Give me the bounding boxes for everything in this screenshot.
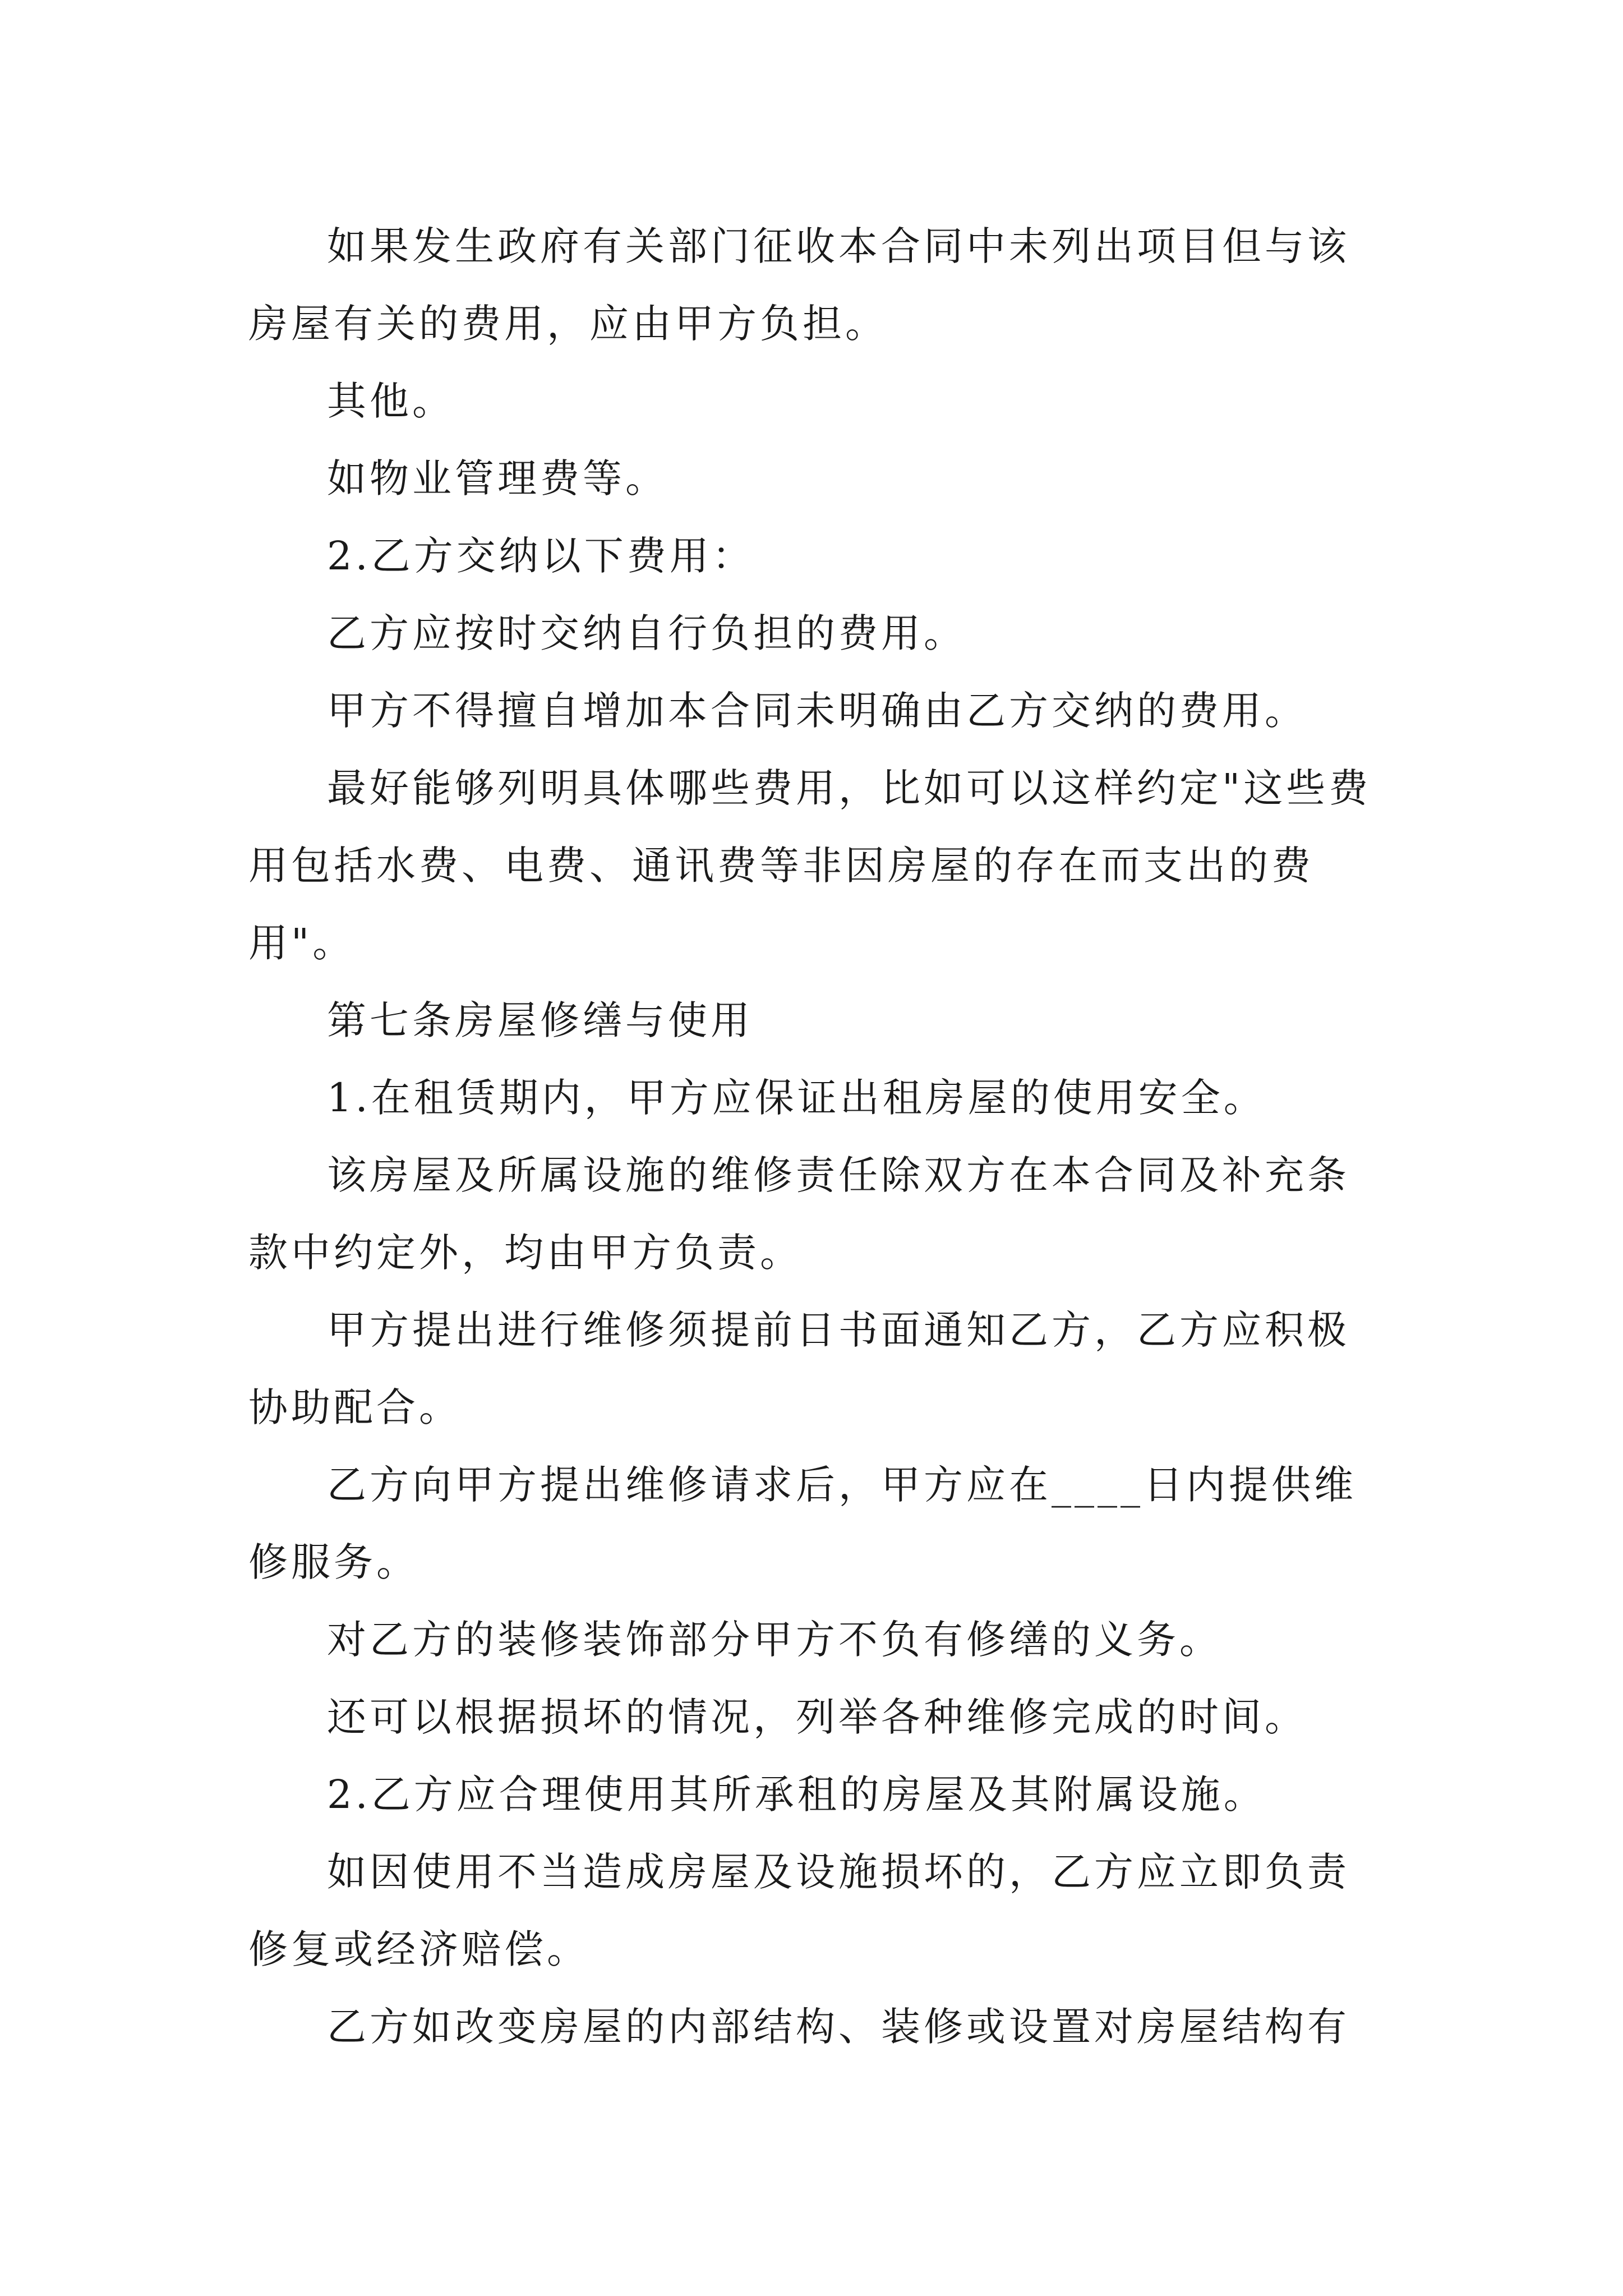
paragraph: 如物业管理费等。 <box>327 455 668 501</box>
paragraph: 2.乙方应合理使用其所承租的房屋及其附属设施。 <box>327 1772 1266 1818</box>
paragraph: 其他。 <box>327 378 455 424</box>
paragraph: 甲方提出进行维修须提前日书面通知乙方，乙方应积极协助配合。 <box>248 1307 1350 1430</box>
paragraph: 对乙方的装修装饰部分甲方不负有修缮的义务。 <box>327 1617 1222 1663</box>
document-body <box>248 208 1377 2065</box>
paragraph: 该房屋及所属设施的维修责任除双方在本合同及补充条款中约定外，均由甲方负责。 <box>248 1152 1350 1276</box>
paragraph: 如果发生政府有关部门征收本合同中未列出项目但与该房屋有关的费用，应由甲方负担。 <box>248 223 1350 347</box>
paragraph: 最好能够列明具体哪些费用，比如可以这样约定"这些费用包括水费、电费、通讯费等非因房屋的存在而支出的费用"。 <box>248 765 1372 966</box>
paragraph: 如因使用不当造成房屋及设施损坏的，乙方应立即负责修复或经济赔偿。 <box>248 1849 1350 1972</box>
paragraph: 乙方如改变房屋的内部结构、装修或设置对房屋结构有 <box>327 2004 1350 2050</box>
paragraph: 1.在租赁期内，甲方应保证出租房屋的使用安全。 <box>327 1075 1266 1121</box>
paragraph: 还可以根据损坏的情况，列举各种维修完成的时间。 <box>327 1694 1307 1740</box>
paragraph: 甲方不得擅自增加本合同未明确由乙方交纳的费用。 <box>327 688 1307 734</box>
paragraph: 2.乙方交纳以下费用： <box>327 533 755 579</box>
section-heading: 第七条房屋修缮与使用 <box>327 997 753 1043</box>
paragraph: 乙方向甲方提出维修请求后，甲方应在____日内提供维修服务。 <box>248 1462 1357 1585</box>
paragraph: 乙方应按时交纳自行负担的费用。 <box>327 610 966 656</box>
